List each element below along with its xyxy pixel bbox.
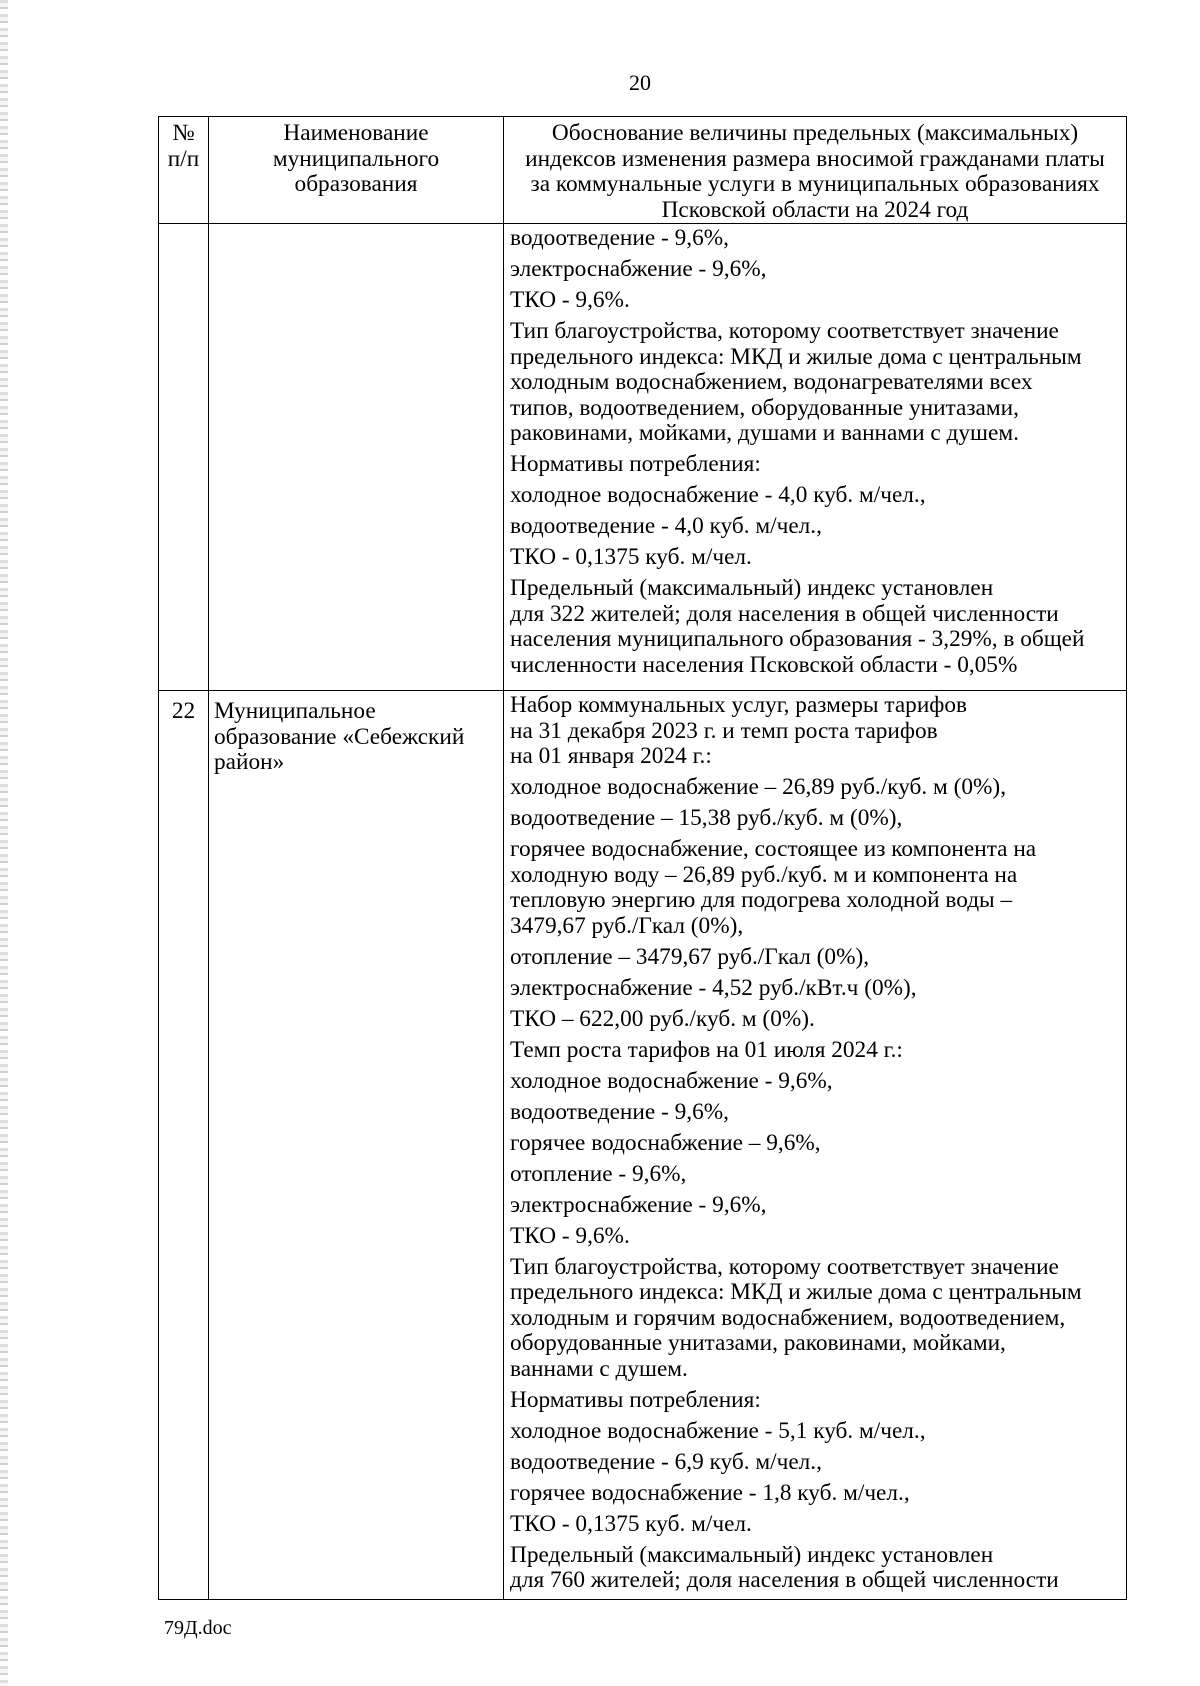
justification-paragraph bbox=[510, 514, 1122, 540]
justification-line: Темп роста тарифов на 01 июля 2024 г.: bbox=[510, 1036, 903, 1063]
justification-line: тепловую энергию для подогрева холодной воды – bbox=[510, 887, 1013, 913]
justification-cell bbox=[504, 224, 1127, 691]
justification-line: Тип благоустройства, которому соответствует значение bbox=[510, 1253, 1059, 1280]
tariff-index-table bbox=[158, 116, 1127, 1600]
header-name-line: муниципального bbox=[272, 145, 440, 172]
justification-paragraph bbox=[510, 1450, 1122, 1476]
justification-paragraph bbox=[510, 1007, 1122, 1033]
justification-line: водоотведение - 4,0 куб. м/чел., bbox=[510, 513, 822, 539]
header-name-line: Наименование bbox=[283, 120, 429, 146]
justification-paragraph bbox=[510, 1193, 1122, 1219]
header-name-line: образования bbox=[294, 171, 418, 197]
justification-line: Нормативы потребления: bbox=[510, 451, 761, 477]
justification-paragraph bbox=[510, 806, 1122, 832]
justification-line: предельного индекса: МКД и жилые дома с центральным bbox=[510, 1279, 1082, 1305]
header-num-line: № bbox=[172, 120, 195, 146]
justification-line: Предельный (максимальный) индекс установлен bbox=[510, 1541, 994, 1568]
justification-line: оборудованные унитазами, раковинами, мойками, bbox=[510, 1330, 1006, 1356]
justification-line: населения муниципального образования - 3,29%, в общей bbox=[510, 626, 1085, 652]
justification-line: горячее водоснабжение – 9,6%, bbox=[510, 1129, 821, 1156]
justification-line: водоотведение - 6,9 куб. м/чел., bbox=[510, 1448, 822, 1475]
justification-line: ТКО - 9,6%. bbox=[510, 287, 630, 313]
justification-line: 3479,67 руб./Гкал (0%), bbox=[510, 912, 744, 939]
justification-line: на 01 января 2024 г.: bbox=[510, 743, 712, 769]
justification-paragraph bbox=[510, 1481, 1122, 1507]
justification-paragraph bbox=[510, 1419, 1122, 1445]
justification-paragraph bbox=[510, 288, 1122, 314]
justification-paragraph bbox=[510, 945, 1122, 971]
justification-paragraph bbox=[510, 976, 1122, 1002]
justification-paragraph bbox=[510, 1543, 1122, 1594]
justification-line: ваннами с душем. bbox=[510, 1355, 688, 1382]
justification-line: Предельный (максимальный) индекс установлен bbox=[510, 575, 994, 601]
justification-line: ТКО - 0,1375 куб. м/чел. bbox=[510, 544, 752, 570]
justification-paragraph bbox=[510, 1512, 1122, 1538]
header-justification-line: индексов изменения размера вносимой гражданами платы bbox=[525, 145, 1105, 172]
justification-line: холодное водоснабжение – 26,89 руб./куб. м (0%), bbox=[510, 774, 1007, 800]
header-justification-line: Обоснование величины предельных (максимальных) bbox=[551, 120, 1079, 146]
justification-line: водоотведение - 9,6%, bbox=[510, 225, 729, 251]
justification-paragraph bbox=[510, 257, 1122, 283]
justification-line: холодное водоснабжение - 5,1 куб. м/чел., bbox=[510, 1417, 926, 1444]
table-row bbox=[159, 691, 1127, 1600]
municipality-name-line: образование «Себежский bbox=[214, 723, 465, 750]
justification-paragraph bbox=[510, 775, 1122, 801]
justification-line: типов, водоотведением, оборудованные унитазами, bbox=[510, 394, 1019, 421]
justification-paragraph bbox=[510, 545, 1122, 571]
justification-paragraph bbox=[510, 1069, 1122, 1095]
table-row bbox=[159, 224, 1127, 691]
header-num-line: п/п bbox=[167, 145, 200, 172]
justification-line: холодное водоснабжение - 9,6%, bbox=[510, 1067, 833, 1094]
header-justification bbox=[504, 117, 1127, 224]
justification-line: электроснабжение - 9,6%, bbox=[510, 1191, 767, 1218]
justification-paragraph bbox=[510, 576, 1122, 678]
justification-line: предельного индекса: МКД и жилые дома с центральным bbox=[510, 343, 1082, 370]
scan-edge-artifact bbox=[0, 0, 8, 1686]
justification-paragraph bbox=[510, 1038, 1122, 1064]
justification-line: холодным и горячим водоснабжением, водоотведением, bbox=[510, 1304, 1066, 1331]
justification-paragraph bbox=[510, 837, 1122, 939]
table-header-row bbox=[159, 117, 1127, 224]
justification-paragraph bbox=[510, 319, 1122, 447]
justification-paragraph bbox=[510, 1162, 1122, 1188]
municipality-name bbox=[209, 691, 504, 1600]
justification-line: водоотведение – 15,38 руб./куб. м (0%), bbox=[510, 805, 903, 831]
justification-line: Тип благоустройства, которому соответствует значение bbox=[510, 318, 1059, 344]
justification-line: отопление – 3479,67 руб./Гкал (0%), bbox=[510, 943, 870, 970]
justification-line: на 31 декабря 2023 г. и темп роста тарифов bbox=[510, 717, 938, 744]
justification-line: электроснабжение - 4,52 руб./кВт.ч (0%), bbox=[510, 974, 917, 1001]
justification-line: водоотведение - 9,6%, bbox=[510, 1098, 729, 1125]
justification-line: численности населения Псковской области - 0,05% bbox=[510, 651, 1018, 678]
justification-line: ТКО - 0,1375 куб. м/чел. bbox=[510, 1510, 752, 1537]
municipality-name-line: район» bbox=[214, 749, 285, 775]
justification-line: горячее водоснабжение - 1,8 куб. м/чел., bbox=[510, 1479, 910, 1506]
justification-line: холодное водоснабжение - 4,0 куб. м/чел., bbox=[510, 482, 926, 508]
header-name bbox=[209, 117, 504, 224]
justification-line: ТКО - 9,6%. bbox=[510, 1222, 630, 1249]
justification-line: горячее водоснабжение, состоящее из компонента на bbox=[510, 836, 1037, 862]
municipality-name-line: Муниципальное bbox=[214, 698, 376, 724]
justification-cell bbox=[504, 691, 1127, 1600]
header-justification-line: Псковской области на 2024 год bbox=[661, 196, 969, 223]
page-number: 20 bbox=[629, 70, 651, 95]
document-file-name: 79Д.doc bbox=[164, 1617, 232, 1639]
justification-line: холодным водоснабжением, водонагревателями всех bbox=[510, 369, 1033, 395]
justification-line: отопление - 9,6%, bbox=[510, 1160, 687, 1187]
row-number bbox=[159, 224, 209, 691]
justification-paragraph bbox=[510, 483, 1122, 509]
justification-line: холодную воду – 26,89 руб./куб. м и компонента на bbox=[510, 861, 1018, 888]
justification-line: для 760 жителей; доля населения в общей численности bbox=[510, 1567, 1059, 1593]
justification-paragraph bbox=[510, 1388, 1122, 1414]
justification-paragraph bbox=[510, 1224, 1122, 1250]
justification-line: Нормативы потребления: bbox=[510, 1386, 761, 1413]
justification-line: Набор коммунальных услуг, размеры тарифов bbox=[510, 692, 968, 718]
municipality-name bbox=[209, 224, 504, 691]
justification-paragraph bbox=[510, 1131, 1122, 1157]
justification-line: электроснабжение - 9,6%, bbox=[510, 256, 767, 282]
justification-paragraph bbox=[510, 693, 1122, 770]
justification-paragraph bbox=[510, 226, 1122, 252]
justification-line: для 322 жителей; доля населения в общей численности bbox=[510, 600, 1059, 627]
row-number: 22 bbox=[159, 691, 209, 1600]
justification-line: раковинами, мойками, душами и ваннами с душем. bbox=[510, 420, 1019, 446]
justification-line: ТКО – 622,00 руб./куб. м (0%). bbox=[510, 1005, 815, 1032]
header-num bbox=[159, 117, 209, 224]
justification-paragraph bbox=[510, 1100, 1122, 1126]
justification-paragraph bbox=[510, 452, 1122, 478]
header-justification-line: за коммунальные услуги в муниципальных образованиях bbox=[530, 171, 1100, 197]
justification-paragraph bbox=[510, 1255, 1122, 1383]
